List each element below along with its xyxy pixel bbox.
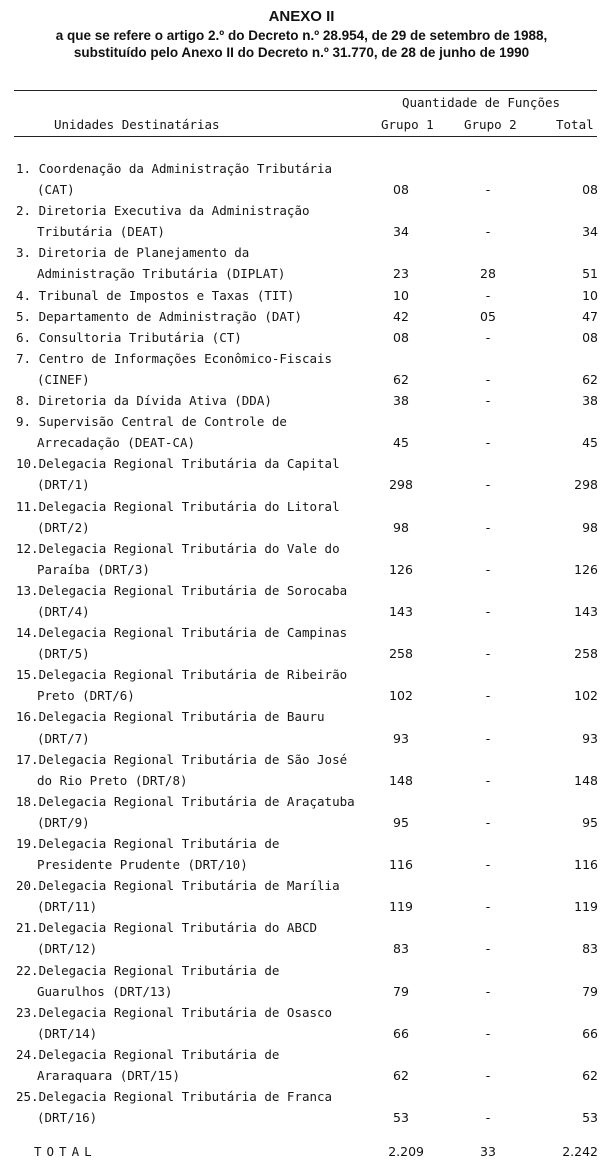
grupo-2-value: - [485, 224, 491, 240]
table-row [0, 348, 603, 390]
unit-name-line-1: 14.Delegacia Regional Tributária de Campinas [16, 625, 348, 641]
grupo-2-value: - [485, 393, 491, 409]
total-value: 62 [582, 371, 598, 387]
total-row [0, 1141, 603, 1163]
table-row [0, 960, 603, 1002]
total-value: 51 [582, 266, 598, 282]
total-value: 126 [574, 561, 598, 577]
unit-name-line-1: 19.Delegacia Regional Tributária de [16, 836, 280, 851]
table-row [0, 580, 603, 622]
total-value: 08 [582, 182, 598, 198]
grupo-2-value: - [485, 857, 491, 873]
unit-name-line-2: Araraquara (DRT/15) [37, 1068, 180, 1084]
document-subtitle-line-2: substituído pelo Anexo II do Decreto n.º 31.770, de 28 de junho de 1990 [73, 45, 530, 60]
table-row [0, 622, 603, 664]
unit-name-line-1: 10.Delegacia Regional Tributária da Capital [16, 456, 340, 472]
unit-name-line-1: 24.Delegacia Regional Tributária de [16, 1046, 280, 1062]
unit-name-line-1: 3. Diretoria de Planejamento da [16, 245, 250, 261]
total-value: 10 [582, 287, 598, 303]
unit-name-line-2: do Rio Preto (DRT/8) [37, 772, 188, 788]
unit-name-line-1: 12.Delegacia Regional Tributária do Vale do [16, 540, 340, 556]
total-value: 34 [582, 224, 598, 240]
table-row [0, 306, 603, 327]
total-value: 38 [582, 393, 598, 409]
unit-name-line-2: (DRT/16) [37, 1110, 98, 1126]
grupo-1-value: 258 [389, 646, 413, 662]
unit-name-line-2: (DRT/4) [37, 603, 90, 619]
table-row [0, 538, 603, 580]
grupo-1-value: 42 [393, 308, 409, 324]
grupo-2-value: - [485, 603, 491, 619]
table-row [0, 706, 603, 748]
total-value: 148 [574, 772, 598, 788]
unit-name-line-2: (DRT/2) [37, 519, 90, 535]
grupo-2-value: 28 [480, 266, 496, 282]
grupo-1-value: 93 [393, 730, 409, 746]
unit-name-line-2: Preto (DRT/6) [37, 688, 135, 704]
table-row [0, 411, 603, 453]
unit-name-line-2: Guarulhos (DRT/13) [37, 983, 173, 999]
table-header-rule [14, 136, 597, 137]
grupo-1-value: 62 [393, 1068, 409, 1084]
total-value: 143 [574, 603, 598, 619]
table-row [0, 200, 603, 242]
grupo-1-value: 66 [393, 1025, 409, 1041]
grupo-2-value: - [485, 182, 491, 198]
table-row [0, 917, 603, 959]
unit-name-line-1: 4. Tribunal de Impostos e Taxas (TIT) [16, 287, 295, 303]
grupo-1-value: 34 [393, 224, 409, 240]
grupo-1-value: 102 [389, 688, 413, 704]
total-value: 116 [574, 857, 598, 873]
unit-name-line-1: 20.Delegacia Regional Tributária de Marília [16, 878, 340, 894]
grupo-1-value: 83 [393, 941, 409, 957]
grupo-2-value: - [485, 519, 491, 535]
total-total: 2.242 [562, 1144, 598, 1159]
total-value: 79 [582, 983, 598, 999]
unit-name-line-2: (DRT/9) [37, 814, 90, 830]
total-value: 08 [582, 329, 598, 345]
total-value: 45 [582, 435, 598, 451]
unit-name-line-1: 6. Consultoria Tributária (CT) [16, 329, 242, 345]
unit-name-line-1: 17.Delegacia Regional Tributária de São José [16, 751, 348, 767]
grupo-1-value: 23 [393, 266, 409, 282]
unit-name-line-1: 22.Delegacia Regional Tributária de [16, 962, 280, 978]
table-row [0, 875, 603, 917]
total-label: TOTAL [34, 1144, 97, 1159]
unit-name-line-1: 13.Delegacia Regional Tributária de Sorocaba [16, 582, 348, 598]
grupo-2-value: - [485, 730, 491, 746]
unit-name-line-1: 7. Centro de Informações Econômico-Fiscais [16, 350, 333, 366]
grupo-2-value: - [485, 983, 491, 999]
total-value: 119 [574, 899, 598, 915]
table-row [0, 749, 603, 791]
total-grupo-2: 33 [480, 1144, 496, 1159]
column-header-units: Unidades Destinatárias [54, 117, 220, 132]
grupo-2-value: 05 [480, 308, 496, 324]
document-subtitle-line-1: a que se refere o artigo 2.º do Decreto n.º 28.954, de 29 de setembro de 1988, [55, 28, 548, 43]
unit-name-line-1: 5. Departamento de Administração (DAT) [16, 308, 302, 324]
grupo-1-value: 298 [389, 477, 413, 493]
total-value: 102 [574, 688, 598, 704]
table-row [0, 285, 603, 306]
unit-name-line-2: (DRT/1) [37, 477, 90, 493]
unit-name-line-1: 21.Delegacia Regional Tributária do ABCD [16, 920, 318, 936]
unit-name-line-1: 18.Delegacia Regional Tributária de Araçatuba [16, 793, 355, 809]
unit-name-line-1: 8. Diretoria da Dívida Ativa (DDA) [16, 393, 272, 409]
total-value: 95 [582, 814, 598, 830]
grupo-2-value: - [485, 688, 491, 704]
grupo-2-value: - [485, 1110, 491, 1126]
table-row [0, 327, 603, 348]
table-row [0, 664, 603, 706]
grupo-1-value: 08 [393, 182, 409, 198]
grupo-2-value: - [485, 899, 491, 915]
unit-name-line-1: 2. Diretoria Executiva da Administração [16, 203, 310, 219]
unit-name-line-2: Administração Tributária (DIPLAT) [37, 266, 286, 282]
grupo-1-value: 53 [393, 1110, 409, 1126]
unit-name-line-1: 16.Delegacia Regional Tributária de Bauru [16, 709, 325, 725]
grupo-2-value: - [485, 287, 491, 303]
total-value: 47 [582, 308, 598, 324]
table-row [0, 158, 603, 200]
grupo-2-value: - [485, 772, 491, 788]
unit-name-line-2: (DRT/5) [37, 646, 90, 662]
grupo-2-value: - [485, 477, 491, 493]
table-row [0, 833, 603, 875]
unit-name-line-2: (CAT) [37, 182, 75, 198]
grupo-1-value: 148 [389, 772, 413, 788]
unit-name-line-2: (DRT/14) [37, 1025, 98, 1041]
unit-name-line-2: Arrecadação (DEAT-CA) [37, 435, 196, 451]
table-row [0, 1044, 603, 1086]
unit-name-line-2: (DRT/12) [37, 941, 98, 957]
unit-name-line-2: (DRT/11) [37, 899, 98, 915]
total-value: 93 [582, 730, 598, 746]
unit-name-line-1: 9. Supervisão Central de Controle de [16, 414, 287, 430]
grupo-2-value: - [485, 646, 491, 662]
table-top-rule [14, 90, 597, 91]
grupo-1-value: 38 [393, 393, 409, 409]
column-header-grupo-2: Grupo 2 [464, 117, 517, 132]
total-grupo-1: 2.209 [388, 1144, 424, 1159]
total-value: 258 [574, 646, 598, 662]
grupo-2-value: - [485, 435, 491, 451]
unit-name-line-2: Paraíba (DRT/3) [37, 561, 150, 577]
table-row [0, 1086, 603, 1128]
grupo-1-value: 10 [393, 287, 409, 303]
table-row [0, 390, 603, 411]
total-value: 62 [582, 1068, 598, 1084]
grupo-2-value: - [485, 561, 491, 577]
table-row [0, 453, 603, 495]
grupo-1-value: 79 [393, 983, 409, 999]
table-row [0, 791, 603, 833]
table-row [0, 242, 603, 284]
column-group-header: Quantidade de Funções [402, 95, 561, 110]
grupo-1-value: 116 [389, 857, 413, 873]
column-header-total: Total [556, 117, 594, 132]
total-value: 98 [582, 519, 598, 535]
total-value: 53 [582, 1110, 598, 1126]
grupo-2-value: - [485, 1025, 491, 1041]
grupo-2-value: - [485, 814, 491, 830]
grupo-1-value: 126 [389, 561, 413, 577]
total-value: 298 [574, 477, 598, 493]
table-body [0, 158, 603, 1128]
grupo-1-value: 45 [393, 435, 409, 451]
column-header-grupo-1: Grupo 1 [381, 117, 434, 132]
grupo-1-value: 119 [389, 899, 413, 915]
grupo-1-value: 62 [393, 371, 409, 387]
table-row [0, 1002, 603, 1044]
unit-name-line-1: 25.Delegacia Regional Tributária de Franca [16, 1089, 333, 1105]
grupo-2-value: - [485, 371, 491, 387]
unit-name-line-1: 23.Delegacia Regional Tributária de Osasco [16, 1004, 333, 1020]
grupo-1-value: 95 [393, 814, 409, 830]
unit-name-line-1: 1. Coordenação da Administração Tributária [16, 161, 333, 176]
unit-name-line-2: (DRT/7) [37, 730, 90, 746]
table-row [0, 496, 603, 538]
grupo-2-value: - [485, 941, 491, 957]
total-value: 83 [582, 941, 598, 957]
unit-name-line-2: Presidente Prudente (DRT/10) [37, 857, 248, 873]
unit-name-line-1: 11.Delegacia Regional Tributária do Litoral [16, 498, 340, 514]
grupo-2-value: - [485, 1068, 491, 1084]
unit-name-line-2: Tributária (DEAT) [37, 224, 165, 240]
grupo-2-value: - [485, 329, 491, 345]
unit-name-line-2: (CINEF) [37, 371, 90, 387]
grupo-1-value: 08 [393, 329, 409, 345]
grupo-1-value: 98 [393, 519, 409, 535]
grupo-1-value: 143 [389, 603, 413, 619]
total-value: 66 [582, 1025, 598, 1041]
unit-name-line-1: 15.Delegacia Regional Tributária de Ribeirão [16, 667, 348, 683]
document-title: ANEXO II [268, 8, 335, 25]
